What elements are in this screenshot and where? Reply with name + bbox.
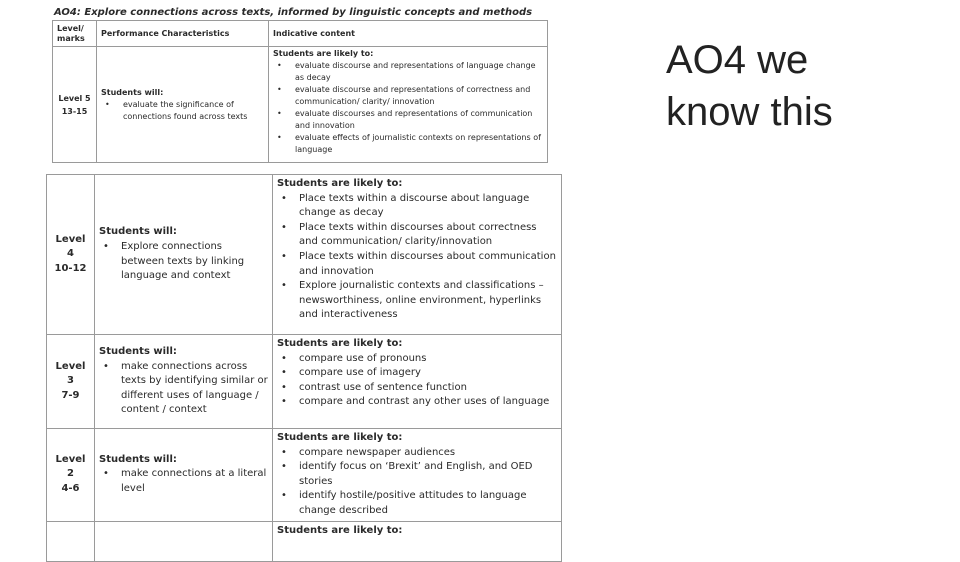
side-text-line-2: know this bbox=[666, 90, 833, 134]
list-item: • Place texts within a discourse about language change as decay bbox=[277, 192, 557, 221]
list-item: • compare use of pronouns bbox=[277, 352, 557, 367]
mark-scheme-table-main bbox=[46, 174, 562, 562]
indicative-cell: Students are likely to: bbox=[273, 521, 562, 561]
list-item: • Explore connections between texts by linking language and context bbox=[99, 240, 268, 284]
indicative-header: Indicative content bbox=[269, 21, 548, 47]
indicative-cell: Students are likely to: • Place texts within a discourse about language change as decay • Place texts within discourses about correctness and communication/ clarity/innovation • Place texts within discourses about communication and innovation • Explore journalistic contexts and classifications – newsworthiness, online environment, hyperlinks and interactiveness bbox=[273, 175, 562, 335]
indicative-cell: Students are likely to: • evaluate discourse and representations of language change as decay • evaluate discourse and representations of correctness and communication/ clarity/ innovation • evaluate discourses and representations of communication and innovation • evaluate effects of journalistic contexts on representations of language bbox=[269, 47, 548, 163]
level-cell: Level 4 10-12 bbox=[47, 175, 95, 335]
table-row-level-4 bbox=[47, 175, 562, 335]
level-cell: Level 2 4-6 bbox=[47, 429, 95, 522]
side-text-line-1: AO4 we bbox=[666, 38, 809, 82]
table-header-row bbox=[53, 21, 548, 47]
table-row-level-3 bbox=[47, 335, 562, 429]
mark-scheme-excerpt-top bbox=[52, 7, 548, 164]
list-item: • evaluate discourse and representations of language change as decay bbox=[273, 60, 543, 84]
indicative-list bbox=[277, 446, 557, 519]
performance-cell: Students will: • make connections across texts by identifying similar or different uses of language / content / context bbox=[95, 335, 273, 429]
list-item: • Explore journalistic contexts and classifications – newsworthiness, online environment, hyperlinks and interactiveness bbox=[277, 279, 557, 323]
indicative-cell: Students are likely to: • compare newspaper audiences • identify focus on ‘Brexit’ and English, and OED stories • identify hostile/positive attitudes to language change described bbox=[273, 429, 562, 522]
list-item: • compare newspaper audiences bbox=[277, 446, 557, 461]
mark-scheme-table-top bbox=[52, 20, 548, 163]
list-item: • make connections at a literal level bbox=[99, 467, 268, 496]
performance-list bbox=[99, 360, 268, 418]
slide-side-text bbox=[666, 34, 833, 138]
list-item: • compare use of imagery bbox=[277, 366, 557, 381]
level-cell bbox=[47, 521, 95, 561]
level-marks-header: Level/ marks bbox=[53, 21, 97, 47]
indicative-list bbox=[277, 192, 557, 323]
list-item: • Place texts within discourses about correctness and communication/ clarity/innovation bbox=[277, 221, 557, 250]
list-item: • evaluate effects of journalistic contexts on representations of language bbox=[273, 132, 543, 156]
performance-list bbox=[101, 99, 264, 123]
list-item: • evaluate the significance of connections found across texts bbox=[101, 99, 264, 123]
mark-scheme-excerpt-main bbox=[46, 174, 562, 536]
list-item: • compare and contrast any other uses of language bbox=[277, 395, 557, 410]
level-cell: Level 3 7-9 bbox=[47, 335, 95, 429]
list-item: • identify focus on ‘Brexit’ and English, and OED stories bbox=[277, 460, 557, 489]
table-row-cut bbox=[47, 521, 562, 561]
list-item: • contrast use of sentence function bbox=[277, 381, 557, 396]
list-item: • make connections across texts by identifying similar or different uses of language / content / context bbox=[99, 360, 268, 418]
list-item: • evaluate discourse and representations of correctness and communication/ clarity/ innovation bbox=[273, 84, 543, 108]
table-row-level-5 bbox=[53, 47, 548, 163]
level-cell: Level 5 13-15 bbox=[53, 47, 97, 163]
list-item: • evaluate discourses and representations of communication and innovation bbox=[273, 108, 543, 132]
indicative-list bbox=[277, 352, 557, 410]
list-item: • Place texts within discourses about communication and innovation bbox=[277, 250, 557, 279]
performance-list bbox=[99, 467, 268, 496]
table-row-level-2 bbox=[47, 429, 562, 522]
performance-cell: Students will: • make connections at a literal level bbox=[95, 429, 273, 522]
performance-cell: Students will: • evaluate the significance of connections found across texts bbox=[97, 47, 269, 163]
performance-header: Performance Characteristics bbox=[97, 21, 269, 47]
performance-cell: Students will: • Explore connections between texts by linking language and context bbox=[95, 175, 273, 335]
list-item: • identify hostile/positive attitudes to language change described bbox=[277, 489, 557, 518]
performance-cell bbox=[95, 521, 273, 561]
indicative-cell: Students are likely to: • compare use of pronouns • compare use of imagery • contrast use of sentence function • compare and contrast any other uses of language bbox=[273, 335, 562, 429]
performance-list bbox=[99, 240, 268, 284]
indicative-list bbox=[273, 60, 543, 156]
ao4-heading: AO4: Explore connections across texts, informed by linguistic concepts and methods bbox=[54, 7, 533, 18]
